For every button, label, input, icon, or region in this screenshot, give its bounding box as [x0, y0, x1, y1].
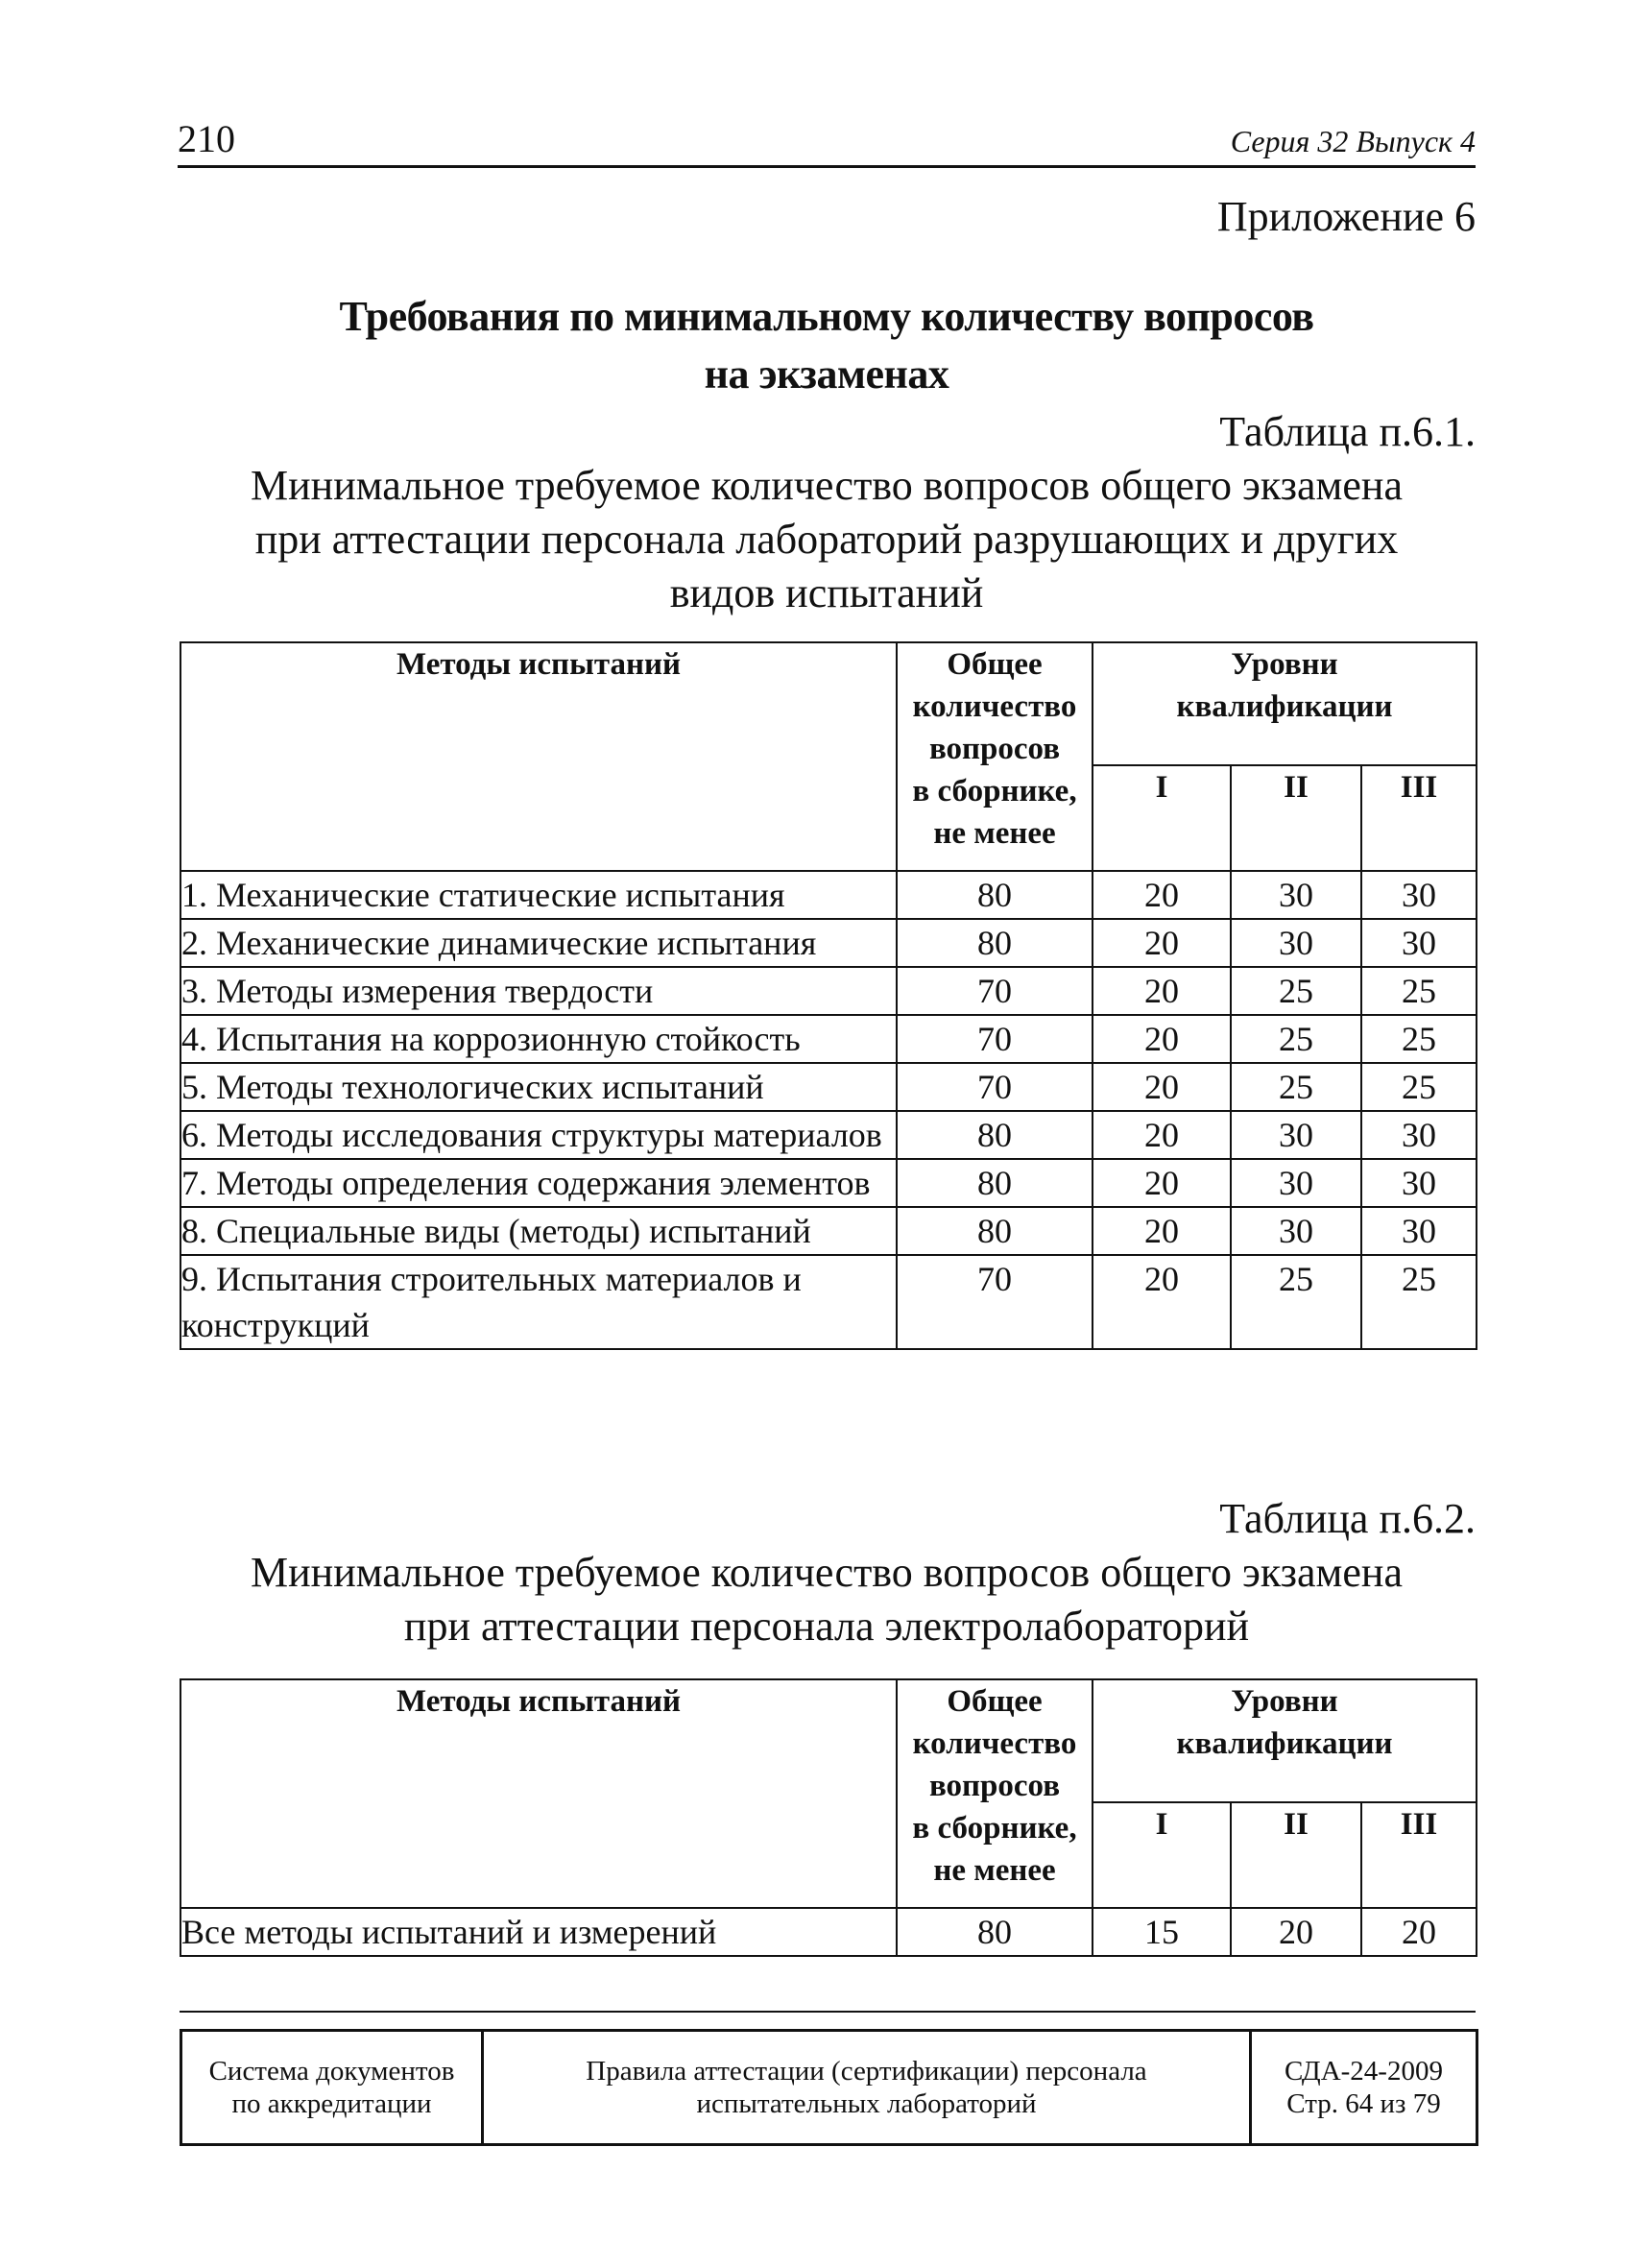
total-cell: 80	[897, 1207, 1093, 1255]
column-header-level-3: III	[1361, 765, 1477, 871]
method-cell: 2. Механические динамические испытания	[180, 919, 897, 967]
level-3-cell: 30	[1361, 1111, 1477, 1159]
table1-number: Таблица п.6.1.	[1219, 408, 1476, 455]
method-cell: 4. Испытания на коррозионную стойкость	[180, 1015, 897, 1063]
table-row	[180, 1207, 1477, 1255]
level-2-cell: 30	[1231, 1111, 1361, 1159]
table-row	[180, 871, 1477, 919]
table1-caption-line: видов испытаний	[669, 569, 984, 616]
level-3-cell: 30	[1361, 919, 1477, 967]
total-cell: 70	[897, 967, 1093, 1015]
level-3-cell: 25	[1361, 1255, 1477, 1349]
appendix-label: Приложение 6	[1216, 193, 1476, 240]
page-title	[178, 288, 1476, 403]
column-header-levels: Уровни квалификации	[1093, 1679, 1477, 1802]
level-1-cell: 20	[1093, 967, 1231, 1015]
column-header-level-1: I	[1093, 765, 1231, 871]
table-row	[180, 1015, 1477, 1063]
total-cell: 80	[897, 1159, 1093, 1207]
method-cell: 1. Механические статические испытания	[180, 871, 897, 919]
method-cell: 5. Методы технологических испытаний	[180, 1063, 897, 1111]
level-3-cell: 30	[1361, 1159, 1477, 1207]
table1-caption	[178, 459, 1476, 620]
level-3-cell: 25	[1361, 1063, 1477, 1111]
level-2-cell: 25	[1231, 1255, 1361, 1349]
column-header-total: Общее количество вопросов в сборнике, не менее	[897, 642, 1093, 871]
table1-caption-line: Минимальное требуемое количество вопросов общего экзамена	[251, 462, 1403, 509]
level-1-cell: 20	[1093, 1255, 1231, 1349]
table-row	[180, 967, 1477, 1015]
table1	[180, 641, 1477, 1350]
level-1-cell: 20	[1093, 1063, 1231, 1111]
level-2-cell: 30	[1231, 871, 1361, 919]
method-cell: Все методы испытаний и измерений	[180, 1908, 897, 1956]
column-header-methods: Методы испытаний	[180, 642, 897, 871]
running-header	[178, 108, 1476, 168]
table-row	[180, 1255, 1477, 1349]
level-1-cell: 20	[1093, 919, 1231, 967]
table-row	[180, 1159, 1477, 1207]
level-2-cell: 30	[1231, 919, 1361, 967]
column-header-level-2: II	[1231, 765, 1361, 871]
footer-document-title: Правила аттестации (сертификации) персонала испытательных лабораторий	[483, 2031, 1251, 2145]
level-1-cell: 20	[1093, 1111, 1231, 1159]
footer-document-code: СДА-24-2009 Стр. 64 из 79	[1251, 2031, 1477, 2145]
level-1-cell: 20	[1093, 1207, 1231, 1255]
level-3-cell: 25	[1361, 967, 1477, 1015]
method-cell: 8. Специальные виды (методы) испытаний	[180, 1207, 897, 1255]
table2-number: Таблица п.6.2.	[1219, 1495, 1476, 1542]
level-2-cell: 25	[1231, 967, 1361, 1015]
column-header-level-2: II	[1231, 1802, 1361, 1908]
column-header-levels: Уровни квалификации	[1093, 642, 1477, 765]
level-3-cell: 20	[1361, 1908, 1477, 1956]
page-title-line: Требования по минимальному количеству вопросов	[339, 293, 1314, 340]
table2-caption	[178, 1546, 1476, 1653]
table-row	[180, 919, 1477, 967]
total-cell: 70	[897, 1255, 1093, 1349]
method-cell: 9. Испытания строительных материалов и конструкций	[180, 1255, 897, 1349]
method-cell: 3. Методы измерения твердости	[180, 967, 897, 1015]
level-2-cell: 25	[1231, 1063, 1361, 1111]
total-cell: 70	[897, 1015, 1093, 1063]
level-3-cell: 30	[1361, 1207, 1477, 1255]
column-header-total: Общее количество вопросов в сборнике, не менее	[897, 1679, 1093, 1908]
level-1-cell: 20	[1093, 1015, 1231, 1063]
page-number: 210	[178, 117, 235, 160]
column-header-methods: Методы испытаний	[180, 1679, 897, 1908]
table-row	[180, 1908, 1477, 1956]
column-header-level-1: I	[1093, 1802, 1231, 1908]
series-label: Серия 32 Выпуск 4	[1230, 124, 1476, 158]
table2	[180, 1678, 1477, 1957]
table1-caption-line: при аттестации персонала лабораторий разрушающих и других	[254, 516, 1399, 563]
table2-caption-line: при аттестации персонала электролабораторий	[403, 1603, 1250, 1650]
table-row	[180, 1111, 1477, 1159]
footer-divider	[180, 2011, 1476, 2013]
total-cell: 80	[897, 919, 1093, 967]
level-2-cell: 25	[1231, 1015, 1361, 1063]
level-3-cell: 30	[1361, 871, 1477, 919]
level-1-cell: 15	[1093, 1908, 1231, 1956]
level-1-cell: 20	[1093, 1159, 1231, 1207]
table2-caption-line: Минимальное требуемое количество вопросов общего экзамена	[251, 1549, 1403, 1596]
level-2-cell: 30	[1231, 1159, 1361, 1207]
level-2-cell: 30	[1231, 1207, 1361, 1255]
column-header-level-3: III	[1361, 1802, 1477, 1908]
page-title-line: на экзаменах	[704, 350, 949, 398]
total-cell: 80	[897, 1111, 1093, 1159]
footer-box	[180, 2029, 1478, 2146]
level-3-cell: 25	[1361, 1015, 1477, 1063]
level-1-cell: 20	[1093, 871, 1231, 919]
table-row	[180, 1063, 1477, 1111]
level-2-cell: 20	[1231, 1908, 1361, 1956]
total-cell: 80	[897, 871, 1093, 919]
method-cell: 6. Методы исследования структуры материалов	[180, 1111, 897, 1159]
total-cell: 70	[897, 1063, 1093, 1111]
total-cell: 80	[897, 1908, 1093, 1956]
footer-system: Система документов по аккредитации	[181, 2031, 483, 2145]
method-cell: 7. Методы определения содержания элементов	[180, 1159, 897, 1207]
